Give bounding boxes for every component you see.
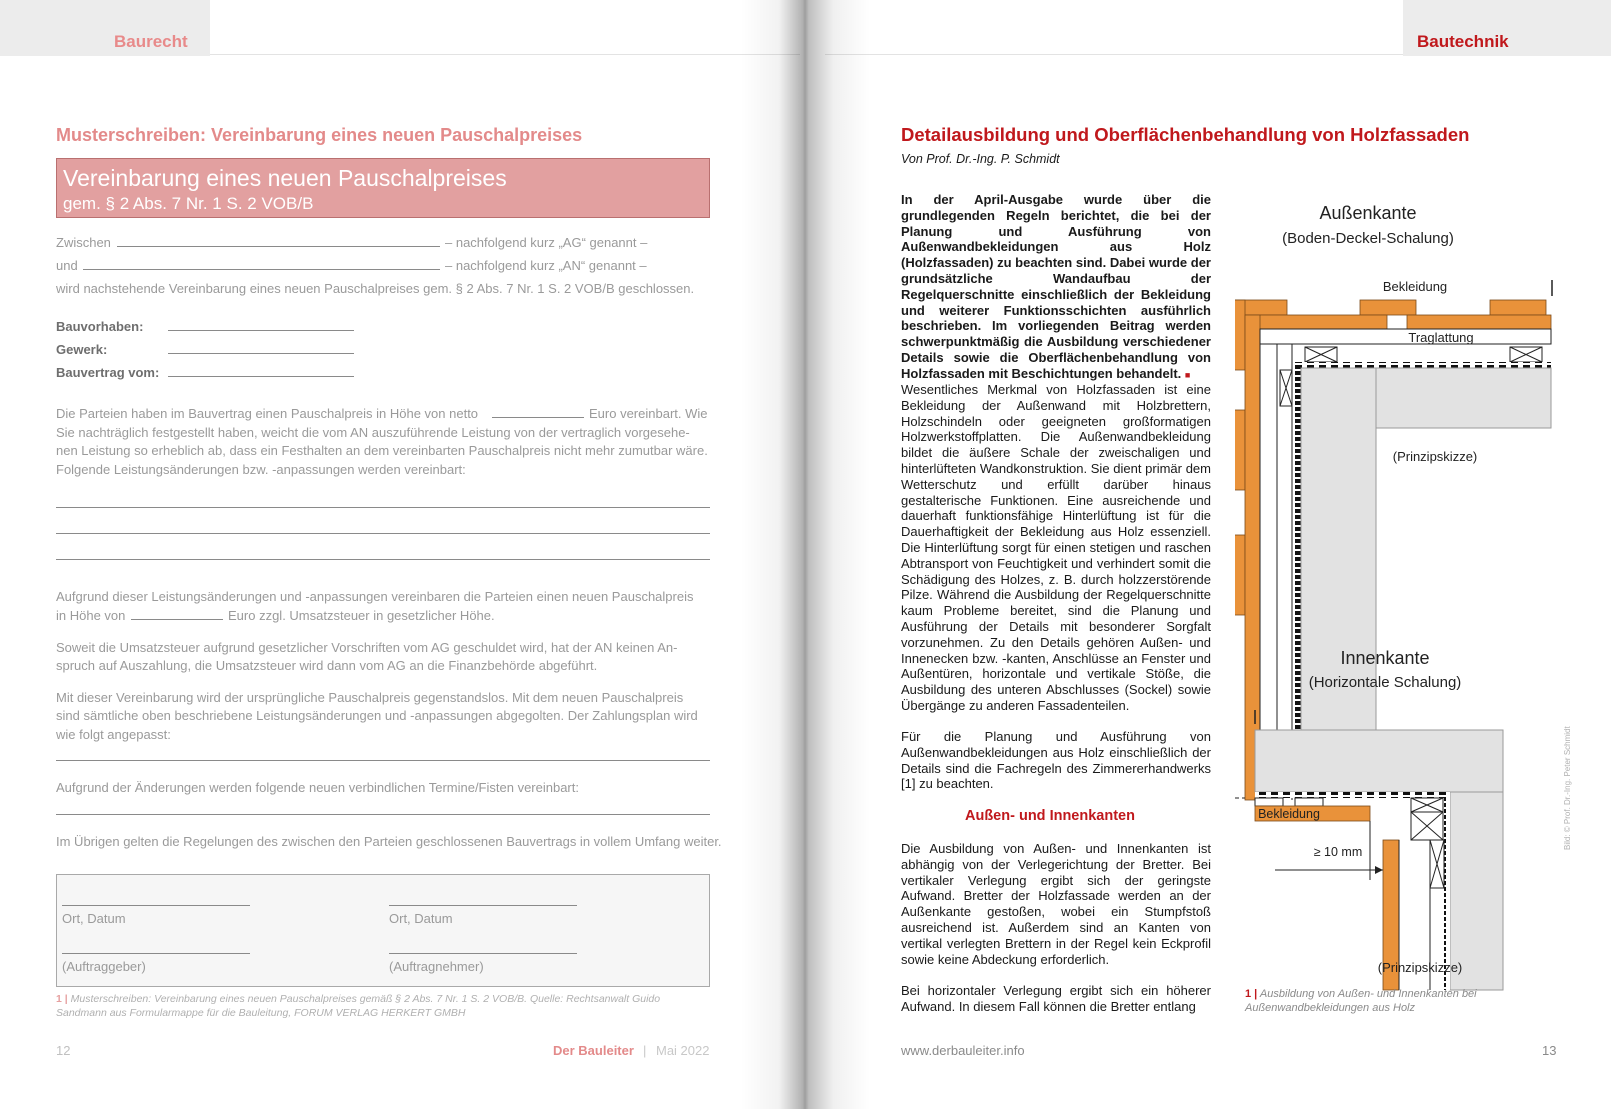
blank-line — [168, 330, 354, 331]
caption-number: 1 | — [1245, 988, 1258, 1000]
header-rule — [825, 54, 1403, 55]
bauvertrag-label: Bauvertrag vom: — [56, 365, 160, 380]
wall-core — [1301, 368, 1376, 790]
left-page — [0, 0, 800, 1109]
label-prinzipskizze-2: (Prinzipskizze) — [1377, 960, 1463, 975]
board — [1490, 300, 1546, 315]
blank-line — [56, 533, 710, 534]
label-gap: ≥ 10 mm — [1313, 845, 1363, 859]
para4-line: Mit dieser Vereinbarung wird der ursprüngliche Pauschalpreis gegenstandslos. Mit dem neuen Pauschalpreis — [56, 690, 684, 705]
und-label: und — [56, 258, 78, 273]
board — [1235, 300, 1245, 370]
blank-line — [131, 619, 223, 620]
end-mark: ■ — [1184, 369, 1191, 380]
figure-drawing — [1235, 190, 1565, 1000]
para5: Aufgrund der Änderungen werden folgende neuen verbindlichen Termine/Fisten vereinbart: — [56, 780, 579, 795]
body-paragraph: Wesentliches Merkmal von Holzfassaden ist eine Bekleidung der Außenwand mit Holzbrettern, Holzschindeln oder geeigneten großformatigen Holzwerkstoffplatten. Die Außenwandbekleidung bildet die äußere Schale der zweischaligen und hinterlüfteten Wandkonstruktion. Sie dient primär dem Wetterschutz und erfüllt darüber hinaus gestalterische Funktionen. Eine ausreichende und dauerhaft funktionsfähige Hinterlüftung ist für die Dauerhaftigkeit der Bekleidung aus Holz essenziell. Die Hinterlüftung sorgt für einen stetigen und raschen Abtransport von Feuchtigkeit und verhindert somit die Schädigung des Holzes, z. B. durch holzzerstörende Pilze. Während die Ausbildung der Regelquerschnitte kaum Probleme bereitet, sind die Planung und Ausführung der Details mit besonderer Sorgfalt vorzunehmen. Zu den Details gehören Außen- und Innenecken bzw. -kanten, Anschlüsse an Fenster und Außentüren, horizontale und vertikale Stöße, die Ausbildung des unteren Abschlusses (Sockel) sowie Übergänge zu anderen Fassadenteilen. — [901, 382, 1211, 713]
contractor-label: (Auftragnehmer) — [389, 959, 484, 974]
para2-line: in Höhe von — [56, 608, 126, 623]
label-traglattung: Traglattung — [1408, 330, 1474, 345]
para1-line: Euro vereinbart. Wie — [589, 406, 708, 421]
blank-line — [56, 814, 710, 815]
caption-text: Ausbildung von Außen- und Innenkanten bei Außenwandbekleidungen aus Holz — [1245, 988, 1477, 1014]
blank-line — [492, 417, 584, 418]
figure-caption — [56, 992, 716, 1020]
para1-line: nen Leistung so erheblich ab, dass ein Festhalten an dem vereinbarten Pauschalpreis nicht mehr zumutbar wäre. — [56, 443, 708, 458]
para1-line: Die Parteien haben im Bauvertrag einen Pauschalpreis in Höhe von netto — [56, 406, 479, 421]
page-number: 13 — [1542, 1043, 1557, 1058]
subheading: Außen- und Innenkanten — [965, 808, 1135, 824]
an-suffix: – nachfolgend kurz „AN“ genannt – — [445, 258, 647, 273]
place-date-label: Ort, Datum — [62, 911, 126, 926]
blank-line — [56, 760, 710, 761]
blank-line — [56, 559, 710, 560]
signature-line — [62, 905, 250, 906]
body-paragraph: Bei horizontaler Verlegung ergibt sich ein höherer Aufwand. In diesem Fall können die Bretter entlang — [901, 983, 1211, 1014]
board — [1235, 410, 1245, 490]
page-heading: Musterschreiben: Vereinbarung eines neuen Pauschalpreises — [56, 125, 583, 145]
wall-fill — [1302, 369, 1375, 427]
section-label: Baurecht — [114, 32, 188, 51]
board — [1235, 535, 1245, 615]
signature-line — [62, 953, 250, 954]
para2-line: Aufgrund dieser Leistungsänderungen und -anpassungen vereinbaren die Parteien einen neuen Pauschalpreis — [56, 589, 694, 604]
blank-line — [56, 507, 710, 508]
page-number: 12 — [56, 1043, 71, 1058]
zwischen-label: Zwischen — [56, 235, 111, 250]
ag-suffix: – nachfolgend kurz „AG“ genannt – — [445, 235, 648, 250]
construction-figure — [1235, 190, 1565, 1000]
section-label: Bautechnik — [1417, 32, 1509, 51]
blank-line — [168, 376, 354, 377]
client-label: (Auftraggeber) — [62, 959, 146, 974]
caption-text: Sandmann aus Formularmappe für die Bauleitung, FORUM VERLAG HERKERT GMBH — [56, 1007, 466, 1019]
para1-line: Folgende Leistungsänderungen bzw. -anpassungen werden vereinbart: — [56, 462, 466, 477]
signature-box — [56, 874, 710, 987]
para3-line: Soweit die Umsatzsteuer aufgrund gesetzlicher Vorschriften vom AG geschuldet wird, hat der AN keinen An- — [56, 640, 678, 655]
board — [1245, 315, 1387, 329]
byline: Von Prof. Dr.-Ing. P. Schmidt — [901, 152, 1060, 166]
fig-top-title: Außenkante — [1319, 203, 1417, 223]
body-paragraph: Für die Planung und Ausführung von Außenwandbekleidungen aus Holz einschließlich der Details sind die Fachregeln des Zimmererhandwerks [1] zu beachten. — [901, 729, 1211, 792]
board — [1360, 300, 1416, 315]
form-title-banner — [56, 158, 710, 218]
blank-line — [168, 353, 354, 354]
footer-separator: | — [643, 1043, 647, 1058]
para4-line: sind sämtliche oben beschriebene Leistungsänderungen und -anpassungen abgegolten. Der Zahlungsplan wird — [56, 708, 698, 723]
batten — [1295, 798, 1323, 806]
blank-line — [117, 246, 440, 247]
agreement-text: wird nachstehende Vereinbarung eines neuen Pauschalpreises gem. § 2 Abs. 7 Nr. 1 S. 2 VOB/B geschlossen. — [56, 281, 695, 296]
place-date-label: Ort, Datum — [389, 911, 453, 926]
magazine-name: Der Bauleiter — [553, 1043, 634, 1058]
intro-text: In der April-Ausgabe wurde über die grundlegenden Regeln berichtet, die bei der Planung und Ausführung von Außenwandbekleidungen aus Holz (Holzfassaden) zu beachten sind. Dabei wurde der grundsätzliche Wandaufbau der Regelquerschnitte einschließlich der Bekleidung und weiterer Funktionsschichten ausführlich beschrieben. Im vorliegenden Beitrag werden schwerpunktmäßig die Ausbildung verschiedener Details sowie die Oberflächenbehandlung von Holzfassaden mit Beschichtungen behandelt. — [901, 192, 1211, 381]
bauvorhaben-label: Bauvorhaben: — [56, 319, 144, 334]
signature-line — [389, 953, 577, 954]
batten — [1255, 798, 1283, 806]
wall-core — [1255, 730, 1503, 792]
para3-line: spruch auf Auszahlung, die Umsatzsteuer wird dann vom AG an die Finanzbehörde abgeführt. — [56, 658, 598, 673]
article-title: Detailausbildung und Oberflächenbehandlung von Holzfassaden — [901, 124, 1470, 145]
intro-paragraph — [901, 192, 1211, 384]
fig-top-subtitle: (Boden-Deckel-Schalung) — [1282, 230, 1454, 247]
fig-bottom-title: Innenkante — [1340, 648, 1430, 668]
label-prinzipskizze: (Prinzipskizze) — [1392, 449, 1478, 464]
dimension-arrow — [1375, 866, 1383, 874]
para4-line: wie folgt angepasst: — [56, 727, 171, 742]
body-paragraph: Die Ausbildung von Außen- und Innenkanten ist abhängig von der Verlegerichtung der Bretter. Bei vertikaler Verlegung ergibt sich der geringste Aufwand. Bretter der Holzfassade werden an der Außenkante gestoßen, wobei ein Stumpfstoß ausreichend ist. Außerdem sind an Kanten von vertikal verlegten Brettern in der Regel kein Eckprofil sowie keine Abdeckung erforderlich. — [901, 841, 1211, 967]
fig-bottom-subtitle: (Horizontale Schalung) — [1308, 674, 1462, 691]
board — [1245, 315, 1260, 800]
gewerk-label: Gewerk: — [56, 342, 108, 357]
traglattung-band — [1260, 329, 1551, 344]
board — [1407, 315, 1551, 329]
figure-caption — [1245, 987, 1555, 1015]
blank-line — [83, 269, 440, 270]
banner-title: Vereinbarung eines neuen Pauschalpreises — [63, 165, 507, 191]
membrane — [1295, 362, 1551, 368]
signature-line — [389, 905, 577, 906]
label-bekleidung-2: Bekleidung — [1258, 807, 1320, 821]
para1-line: Sie nachträglich festgestellt haben, weicht die vom AN auszuführende Leistung von der vertraglich vorgesehe- — [56, 425, 690, 440]
caption-number: 1 | — [56, 993, 68, 1005]
membrane — [1255, 792, 1450, 798]
header-rule — [210, 54, 800, 55]
para2-line: Euro zzgl. Umsatzsteuer in gesetzlicher Höhe. — [228, 608, 495, 623]
issue-date: Mai 2022 — [656, 1043, 710, 1058]
banner-subtitle: gem. § 2 Abs. 7 Nr. 1 S. 2 VOB/B — [63, 194, 314, 213]
image-credit: Bild: © Prof. Dr.-Ing. Peter Schmidt — [1563, 726, 1572, 850]
caption-text: Musterschreiben: Vereinbarung eines neuen Pauschalpreises gemäß § 2 Abs. 7 Nr. 1 S. 2 VOB/B. Quelle: Rechtsanwalt Guido — [70, 993, 661, 1005]
label-bekleidung: Bekleidung — [1382, 279, 1448, 294]
website-link[interactable]: www.derbauleiter.info — [901, 1043, 1025, 1058]
para6: Im Übrigen gelten die Regelungen des zwischen den Parteien geschlossenen Bauvertrags in vollem Umfang weiter. — [56, 834, 722, 849]
